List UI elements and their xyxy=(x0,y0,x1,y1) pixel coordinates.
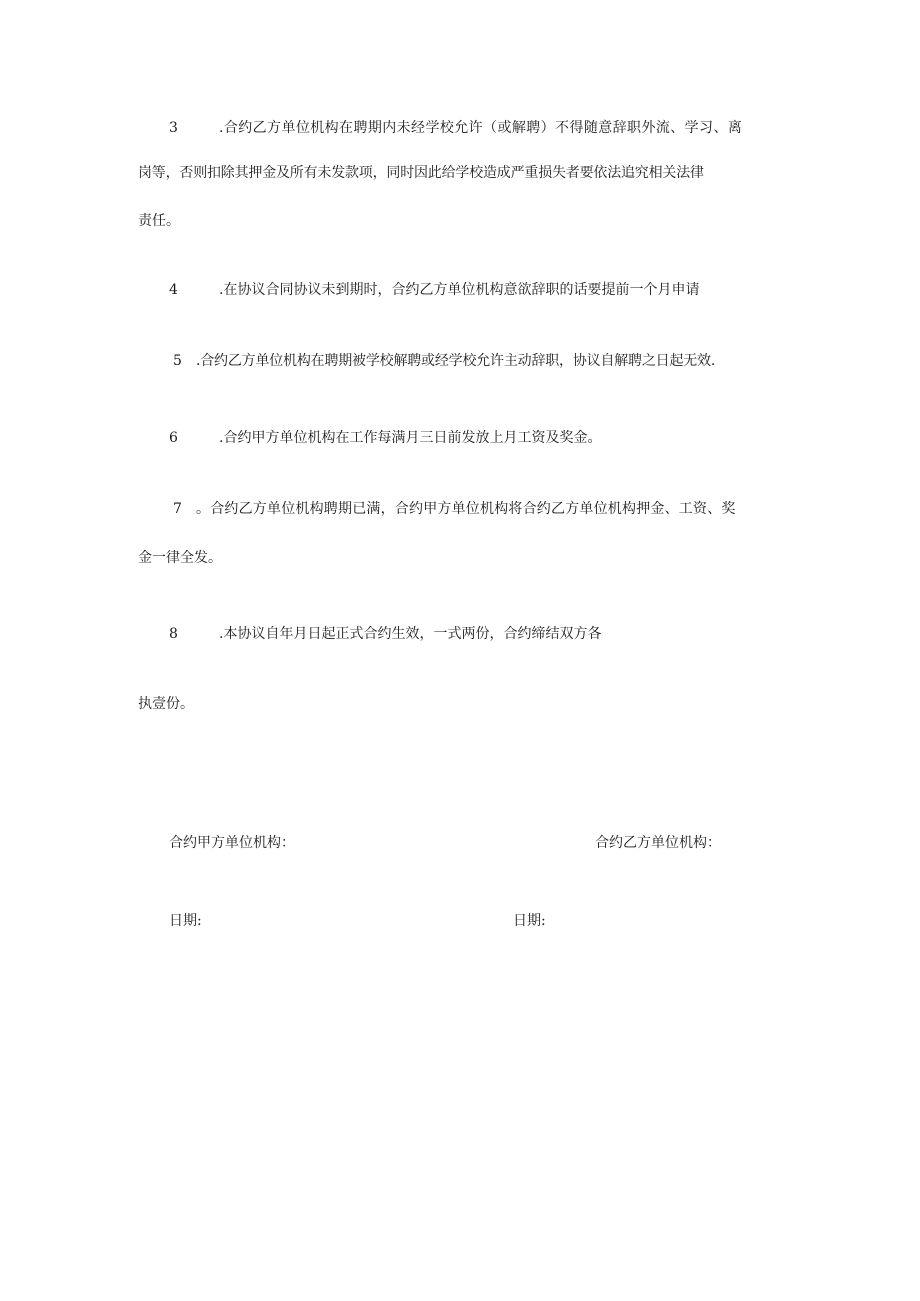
clause-7-line-2 xyxy=(138,548,222,568)
clause-number: 8 xyxy=(169,626,178,642)
party-b-date-label: 日期: xyxy=(513,913,546,929)
party-b-signature-label: 合约乙方单位机构： xyxy=(595,835,721,851)
clause-number: 5 xyxy=(173,353,182,369)
clause-text: 岗等，否则扣除其押金及所有未发款项，同时因此给学校造成严重损失者要依法追究相关法律 xyxy=(138,165,704,181)
clause-text: .合约甲方单位机构在工作每满月三日前发放上月工资及奖金。 xyxy=(219,430,602,446)
party-a-date-label: 日期: xyxy=(169,913,202,929)
clause-text: 。合约乙方单位机构聘期已满，合约甲方单位机构将合约乙方单位机构押金、工资、奖 xyxy=(196,501,736,517)
clause-text: .合约乙方单位机构在聘期内未经学校允许（或解聘）不得随意辞职外流、学习、离 xyxy=(219,120,743,136)
clause-text: .合约乙方单位机构在聘期被学校解聘或经学校允许主动辞职，协议自解聘之日起无效. xyxy=(196,353,716,369)
party-a-signature-label: 合约甲方单位机构： xyxy=(169,835,295,851)
clause-number: 3 xyxy=(169,120,178,136)
clause-text: .在协议合同协议未到期时，合约乙方单位机构意欲辞职的话要提前一个月申请 xyxy=(219,282,700,298)
clause-text: 责任。 xyxy=(138,213,180,229)
clause-text: 金一律全发。 xyxy=(138,550,222,566)
clause-number: 4 xyxy=(169,282,178,298)
clause-number: 7 xyxy=(173,501,182,517)
clause-number: 6 xyxy=(169,430,178,446)
clause-3-line-2 xyxy=(138,163,704,183)
clause-text: .本协议自年月日起正式合约生效，一式两份，合约缔结双方各 xyxy=(219,626,602,642)
clause-text: 执壹份。 xyxy=(138,696,194,712)
clause-8-line-2 xyxy=(138,694,194,714)
clause-3-line-3 xyxy=(138,211,180,231)
